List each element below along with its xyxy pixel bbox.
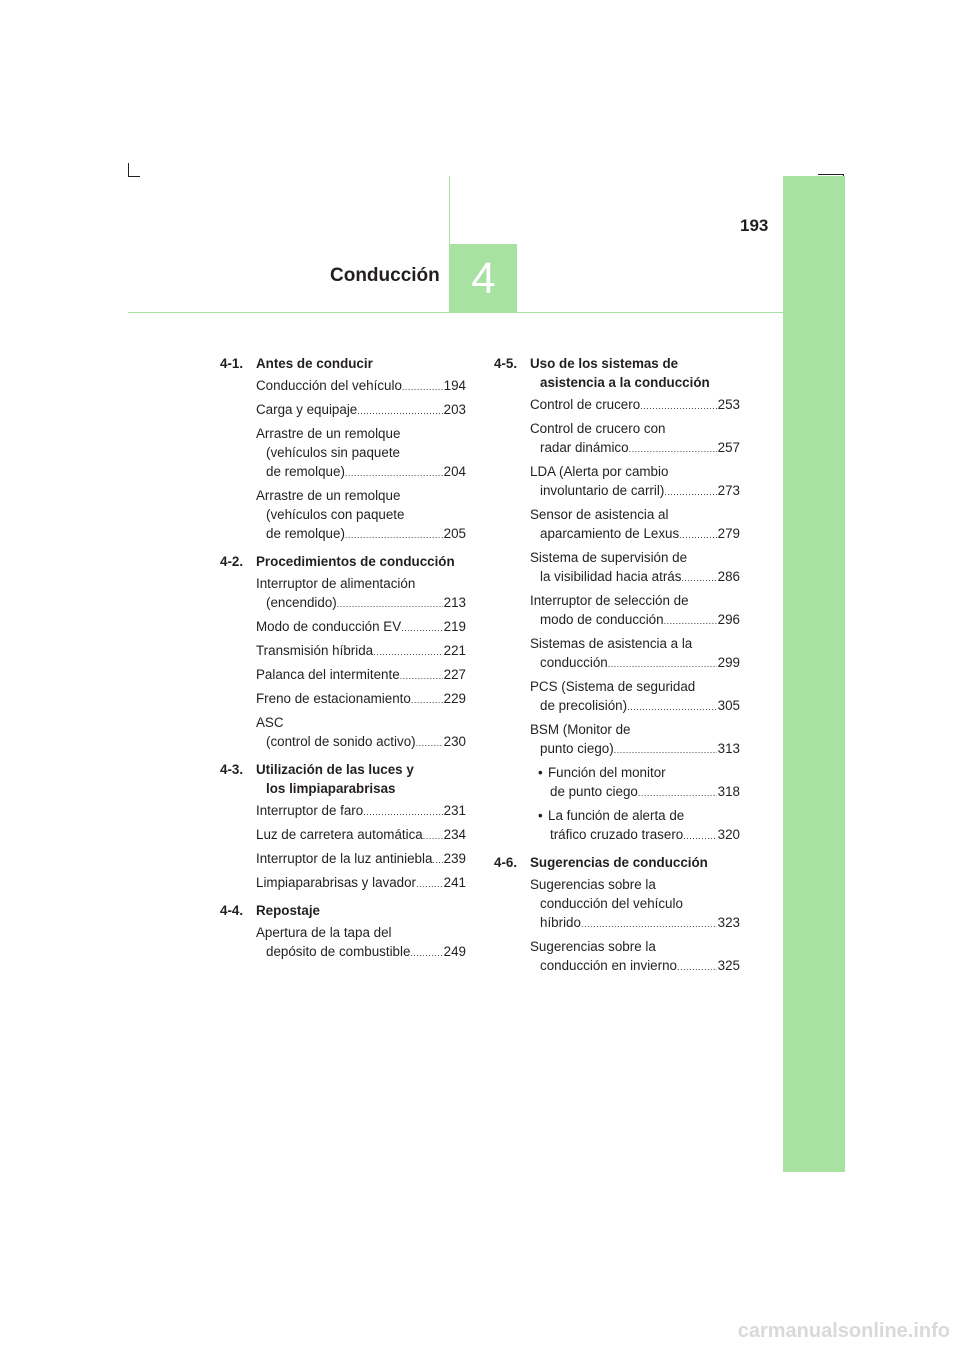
toc-item-text: punto ciego) xyxy=(540,741,614,756)
toc-item-text: Modo de conducción EV xyxy=(256,619,402,634)
toc-item-page: 241 xyxy=(443,875,466,890)
toc-item[interactable] xyxy=(494,548,740,588)
toc-item-line xyxy=(220,689,466,710)
toc-section-title: Antes de conducir xyxy=(256,356,373,371)
dot-leader xyxy=(345,462,443,483)
toc-item-line xyxy=(494,653,740,674)
toc-item-text: Carga y equipaje xyxy=(256,402,358,417)
toc-item-line xyxy=(494,524,740,545)
dot-leader xyxy=(337,593,443,614)
toc-section-number: 4-2. xyxy=(220,554,244,569)
toc-item-page: 230 xyxy=(443,734,466,749)
toc-item-line xyxy=(220,732,466,753)
toc-item-page: 229 xyxy=(443,691,466,706)
toc-item-text: Sistemas de asistencia a la xyxy=(530,636,693,651)
toc-item-text: Palanca del intermitente xyxy=(256,667,400,682)
crop-mark-top-left-h xyxy=(128,176,140,177)
toc-item-line xyxy=(220,825,466,846)
toc-section xyxy=(220,354,466,545)
dot-leader xyxy=(416,873,443,894)
toc-item[interactable] xyxy=(220,376,466,397)
toc-item-line xyxy=(494,438,740,459)
toc-section-title: los limpiaparabrisas xyxy=(266,781,396,796)
toc-item[interactable] xyxy=(494,937,740,977)
dot-leader xyxy=(402,376,443,397)
toc-item-text: ASC xyxy=(256,715,284,730)
toc-item-page: 204 xyxy=(443,464,466,479)
toc-item-page: 231 xyxy=(443,803,466,818)
toc-item[interactable] xyxy=(494,591,740,631)
dot-leader xyxy=(681,567,716,588)
toc-item-line xyxy=(220,665,466,686)
toc-item-text: Sistema de supervisión de xyxy=(530,550,688,565)
toc-item-line xyxy=(494,720,740,739)
dot-leader xyxy=(357,400,442,421)
toc-item-text: (encendido) xyxy=(266,595,337,610)
toc-item-line xyxy=(220,574,466,593)
toc-item-page: 279 xyxy=(717,526,740,541)
toc-item[interactable] xyxy=(494,875,740,934)
toc-section-number: 4-6. xyxy=(494,855,518,870)
toc-section xyxy=(220,760,466,894)
toc-item-line xyxy=(494,634,740,653)
toc-item-text: La función de alerta de xyxy=(548,808,685,823)
toc-item[interactable] xyxy=(494,677,740,717)
toc-item-page: 305 xyxy=(717,698,740,713)
toc-item-text: aparcamiento de Lexus xyxy=(540,526,680,541)
toc-section-title: Sugerencias de conducción xyxy=(530,855,708,870)
toc-item-page: 318 xyxy=(717,784,740,799)
toc-item-text: conducción en invierno xyxy=(540,958,677,973)
toc-column-left xyxy=(220,354,466,970)
toc-item-line xyxy=(220,923,466,942)
toc-item-text: BSM (Monitor de xyxy=(530,722,631,737)
toc-section-header[interactable] xyxy=(220,354,466,373)
toc-item[interactable] xyxy=(220,424,466,483)
toc-item-line xyxy=(494,739,740,760)
toc-item-page: 234 xyxy=(443,827,466,842)
crop-mark-top-left-v xyxy=(128,163,129,176)
toc-item-text: Interruptor de la luz antiniebla xyxy=(256,851,433,866)
toc-item-text: (vehículos con paquete xyxy=(266,507,405,522)
page-number: 193 xyxy=(740,216,769,235)
toc-item-line xyxy=(494,894,740,913)
toc-item[interactable] xyxy=(494,395,740,416)
toc-item-line xyxy=(494,567,740,588)
dot-leader xyxy=(411,689,443,710)
toc-item-line xyxy=(220,593,466,614)
toc-item-line xyxy=(494,677,740,696)
toc-item-page: 325 xyxy=(717,958,740,973)
bullet-icon: • xyxy=(538,765,543,780)
toc-subitem[interactable] xyxy=(494,763,740,803)
toc-item-text: de precolisión) xyxy=(540,698,628,713)
dot-leader xyxy=(664,610,717,631)
toc-section-title: Utilización de las luces y xyxy=(256,762,414,777)
toc-item-line xyxy=(220,524,466,545)
dot-leader xyxy=(373,641,443,662)
toc-item[interactable] xyxy=(220,400,466,421)
chapter-number-badge: 4 xyxy=(450,244,517,313)
toc-item-page: 286 xyxy=(717,569,740,584)
toc-item-page: 323 xyxy=(717,915,740,930)
toc-item-text: tráfico cruzado trasero xyxy=(550,827,684,842)
toc-item-text: Conducción del vehículo xyxy=(256,378,402,393)
toc-item-text: Apertura de la tapa del xyxy=(256,925,392,940)
toc-item-line xyxy=(220,849,466,870)
toc-item-line xyxy=(220,713,466,732)
dot-leader xyxy=(401,617,442,638)
toc-section-number: 4-3. xyxy=(220,762,244,777)
toc-item-line xyxy=(220,942,466,963)
toc-section xyxy=(494,853,740,977)
toc-section-header[interactable] xyxy=(494,853,740,872)
dot-leader xyxy=(679,524,716,545)
toc-item-text: involuntario de carril) xyxy=(540,483,665,498)
toc-item-text: Luz de carretera automática xyxy=(256,827,423,842)
toc-item-line xyxy=(494,696,740,717)
toc-item-line xyxy=(494,782,740,803)
toc-section-title: Procedimientos de conducción xyxy=(256,554,455,569)
toc-item-text: Sugerencias sobre la xyxy=(530,939,656,954)
toc-item-line xyxy=(494,591,740,610)
toc-item[interactable] xyxy=(220,486,466,545)
toc-item[interactable] xyxy=(494,462,740,502)
chapter-title: Conducción xyxy=(330,265,440,286)
toc-item-page: 239 xyxy=(443,851,466,866)
toc-item-text: depósito de combustible xyxy=(266,944,411,959)
toc-item[interactable] xyxy=(220,801,466,822)
toc-item-text: Arrastre de un remolque xyxy=(256,488,401,503)
toc-section-title: Uso de los sistemas de xyxy=(530,356,679,371)
toc-item[interactable] xyxy=(220,617,466,638)
toc-item-text: de remolque) xyxy=(266,464,345,479)
dot-leader xyxy=(627,696,717,717)
toc-item-text: híbrido xyxy=(540,915,581,930)
toc-item-line xyxy=(494,610,740,631)
toc-item[interactable] xyxy=(220,713,466,753)
toc-item-page: 273 xyxy=(717,483,740,498)
toc-section-number: 4-1. xyxy=(220,356,244,371)
toc-item[interactable] xyxy=(220,641,466,662)
toc-item-line xyxy=(494,913,740,934)
toc-item-text: Sugerencias sobre la xyxy=(530,877,656,892)
toc-item-text: la visibilidad hacia atrás xyxy=(540,569,682,584)
toc-item[interactable] xyxy=(494,505,740,545)
toc-item-page: 203 xyxy=(443,402,466,417)
toc-item[interactable] xyxy=(220,689,466,710)
toc-item-page: 194 xyxy=(443,378,466,393)
toc-item[interactable] xyxy=(494,634,740,674)
toc-section-title: asistencia a la conducción xyxy=(540,375,710,390)
toc-item-line xyxy=(220,462,466,483)
dot-leader xyxy=(363,801,442,822)
chapter-side-tab xyxy=(783,176,845,1172)
toc-section xyxy=(220,901,466,963)
toc-section-number: 4-5. xyxy=(494,356,518,371)
toc-item-text: Transmisión híbrida xyxy=(256,643,374,658)
toc-item-text: Arrastre de un remolque xyxy=(256,426,401,441)
toc-item-line xyxy=(220,873,466,894)
toc-section-header[interactable] xyxy=(220,901,466,920)
toc-item-text: LDA (Alerta por cambio xyxy=(530,464,669,479)
toc-item-line xyxy=(494,395,740,416)
toc-item-line xyxy=(220,400,466,421)
toc-item-page: 253 xyxy=(717,397,740,412)
toc-subitem[interactable] xyxy=(494,806,740,846)
dot-leader xyxy=(345,524,443,545)
toc-item-line xyxy=(220,801,466,822)
watermark: carmanualsonline.info xyxy=(737,1320,950,1342)
toc-section-title: Repostaje xyxy=(256,903,320,918)
toc-item-page: 221 xyxy=(443,643,466,658)
toc-item-text: de remolque) xyxy=(266,526,345,541)
toc-item-line xyxy=(494,481,740,502)
toc-item-line xyxy=(220,641,466,662)
toc-item-page: 205 xyxy=(443,526,466,541)
toc-item-line xyxy=(494,419,740,438)
dot-leader xyxy=(638,782,717,803)
toc-section-header[interactable] xyxy=(220,760,466,798)
toc-item-page: 299 xyxy=(717,655,740,670)
toc-item-text: PCS (Sistema de seguridad xyxy=(530,679,696,694)
toc-item[interactable] xyxy=(494,419,740,459)
dot-leader xyxy=(683,825,716,846)
toc-item-text: Función del monitor xyxy=(548,765,666,780)
toc-section-number: 4-4. xyxy=(220,903,244,918)
toc-item[interactable] xyxy=(220,574,466,614)
toc-item-page: 249 xyxy=(443,944,466,959)
dot-leader xyxy=(410,942,442,963)
toc-item-text: modo de conducción xyxy=(540,612,664,627)
toc-item-text: radar dinámico xyxy=(540,440,629,455)
toc-item-line xyxy=(494,548,740,567)
toc-item-text: (vehículos sin paquete xyxy=(266,445,400,460)
toc-item-text: Control de crucero xyxy=(530,397,641,412)
dot-leader xyxy=(640,395,717,416)
bullet-icon: • xyxy=(538,808,543,823)
toc-section-header[interactable] xyxy=(494,354,740,392)
toc-item-line xyxy=(220,376,466,397)
dot-leader xyxy=(677,956,717,977)
toc-item-line xyxy=(220,443,466,462)
toc-item-text: Control de crucero con xyxy=(530,421,666,436)
toc-item-text: Sensor de asistencia al xyxy=(530,507,669,522)
toc-item[interactable] xyxy=(220,665,466,686)
toc-item[interactable] xyxy=(494,720,740,760)
toc-item-line xyxy=(494,825,740,846)
dot-leader xyxy=(400,665,443,686)
toc-item-line xyxy=(494,505,740,524)
toc-item-page: 313 xyxy=(717,741,740,756)
toc-column-right xyxy=(494,354,740,984)
dot-leader xyxy=(581,913,717,934)
toc-item-line xyxy=(494,875,740,894)
toc-item-page: 257 xyxy=(717,440,740,455)
toc-item[interactable] xyxy=(220,849,466,870)
toc-item-text: Freno de estacionamiento xyxy=(256,691,411,706)
toc-item-line xyxy=(220,424,466,443)
toc-item-text: conducción xyxy=(540,655,608,670)
toc-item-text: (control de sonido activo) xyxy=(266,734,416,749)
toc-item-line xyxy=(494,956,740,977)
dot-leader xyxy=(614,739,717,760)
toc-item-text: Limpiaparabrisas y lavador xyxy=(256,875,417,890)
toc-section xyxy=(494,354,740,846)
crop-mark-top-right-h xyxy=(818,174,844,175)
toc-item[interactable] xyxy=(220,873,466,894)
toc-item-page: 320 xyxy=(717,827,740,842)
toc-item-line xyxy=(220,505,466,524)
toc-item[interactable] xyxy=(220,923,466,963)
toc-item-line xyxy=(494,462,740,481)
toc-item-page: 227 xyxy=(443,667,466,682)
dot-leader xyxy=(423,825,443,846)
dot-leader xyxy=(432,849,442,870)
toc-item-text: Interruptor de alimentación xyxy=(256,576,416,591)
dot-leader xyxy=(416,732,443,753)
toc-item-line xyxy=(220,486,466,505)
toc-item-line xyxy=(494,937,740,956)
dot-leader xyxy=(629,438,717,459)
dot-leader xyxy=(664,481,716,502)
toc-item-text: Interruptor de selección de xyxy=(530,593,689,608)
toc-section-header[interactable] xyxy=(220,552,466,571)
toc-item-line xyxy=(494,806,740,825)
toc-item-page: 219 xyxy=(443,619,466,634)
toc-item-page: 296 xyxy=(717,612,740,627)
toc-item-line xyxy=(494,763,740,782)
toc-item-text: Interruptor de faro xyxy=(256,803,364,818)
toc-item-line xyxy=(220,617,466,638)
dot-leader xyxy=(608,653,717,674)
toc-item[interactable] xyxy=(220,825,466,846)
toc-item-text: conducción del vehículo xyxy=(540,896,683,911)
toc-item-text: de punto ciego xyxy=(550,784,638,799)
toc-section xyxy=(220,552,466,753)
toc-item-page: 213 xyxy=(443,595,466,610)
